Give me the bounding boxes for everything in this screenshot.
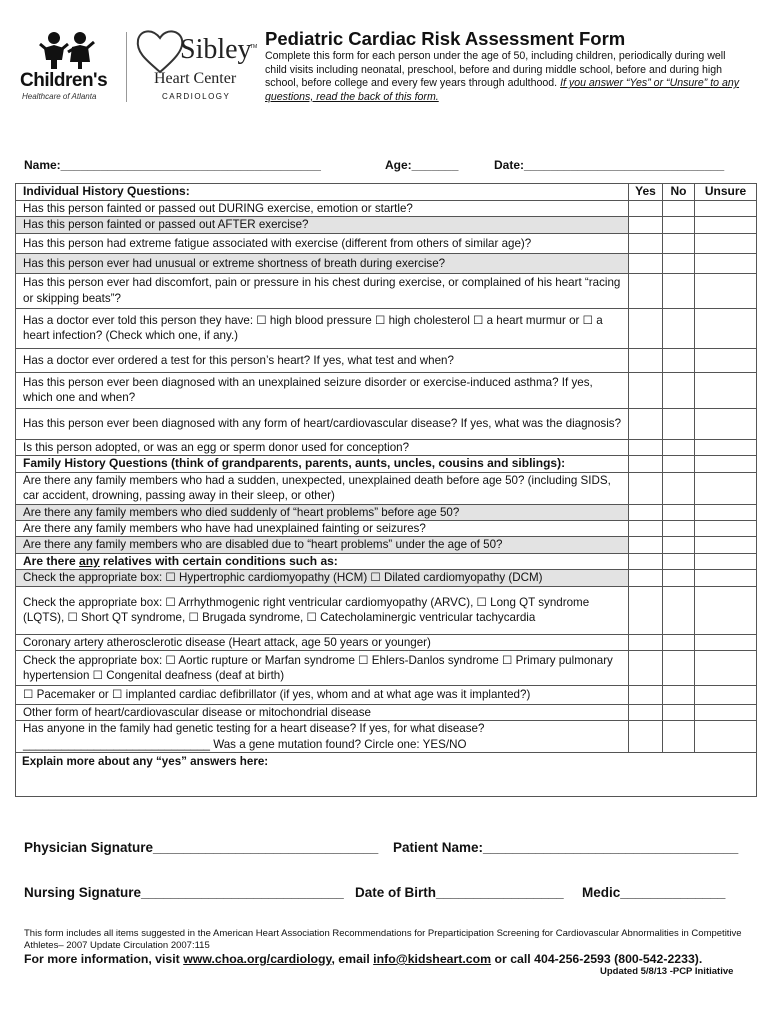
email-link[interactable]: info@kidsheart.com <box>373 952 492 966</box>
explain-row <box>16 753 757 797</box>
question-text: Has this person ever been diagnosed with an unexplained seizure disorder or exercise-induced asthma? If yes, which one and when? <box>16 372 629 408</box>
question-row <box>16 408 757 439</box>
question-text: Are there any family members who are disabled due to “heart problems” under the age of 50? <box>16 537 629 553</box>
condition-row <box>16 570 757 586</box>
genetic-testing-line1: Has anyone in the family had genetic testing for a heart disease? If yes, for what disease? <box>23 722 485 736</box>
no-checkbox-cell[interactable] <box>663 504 695 520</box>
condition-row <box>16 634 757 650</box>
unsure-checkbox-cell[interactable] <box>695 686 757 705</box>
name-field[interactable]: Name:_______________________________________ <box>24 158 321 172</box>
yes-checkbox-cell[interactable] <box>629 686 663 705</box>
question-text: Are there any family members who have had unexplained fainting or seizures? <box>16 521 629 537</box>
question-text: Has a doctor ever ordered a test for this person’s heart? If yes, what test and when? <box>16 348 629 372</box>
condition-row <box>16 686 757 705</box>
no-checkbox-cell[interactable] <box>663 634 695 650</box>
question-text: Are there any family members who had a sudden, unexpected, unexplained death before age 50? (including SIDS, car accident, drowning, passing away in their sleep, or other) <box>16 472 629 504</box>
no-checkbox-cell[interactable] <box>663 233 695 253</box>
patient-name-field[interactable]: Patient Name:__________________________________ <box>393 840 739 855</box>
question-text: Has this person ever had unusual or extreme shortness of breath during exercise? <box>16 253 629 273</box>
childrens-logo-subtitle: Healthcare of Atlanta <box>22 92 97 101</box>
condition-row <box>16 586 757 634</box>
yes-checkbox-cell[interactable] <box>629 201 663 217</box>
no-checkbox-cell[interactable] <box>663 253 695 273</box>
unsure-checkbox-cell[interactable] <box>695 504 757 520</box>
more-information-line: For more information, visit www.choa.org/cardiology, email info@kidsheart.com or call 404-256-2593 (800-542-2233). <box>24 952 703 966</box>
no-checkbox-cell[interactable] <box>663 408 695 439</box>
no-checkbox-cell[interactable] <box>663 308 695 348</box>
sibley-logo-department: CARDIOLOGY <box>162 92 231 101</box>
yes-checkbox-cell[interactable] <box>629 233 663 253</box>
yes-checkbox-cell[interactable] <box>629 273 663 308</box>
table-header-row <box>16 184 757 201</box>
no-column-header: No <box>663 184 695 201</box>
unsure-checkbox-cell[interactable] <box>695 273 757 308</box>
condition-text: Check the appropriate box: ☐ Arrhythmogenic right ventricular cardiomyopathy (ARVC), ☐ Long QT syndrome (LQTS), ☐ Short QT syndrome, ☐ Brugada syndrome, ☐ Catecholaminergic ventricular tachycardia <box>16 586 629 634</box>
no-checkbox-cell[interactable] <box>663 439 695 455</box>
genetic-testing-question <box>16 721 629 753</box>
unsure-checkbox-cell[interactable] <box>695 721 757 753</box>
question-row <box>16 439 757 455</box>
no-checkbox-cell[interactable] <box>663 348 695 372</box>
yes-checkbox-cell[interactable] <box>629 308 663 348</box>
yes-checkbox-cell[interactable] <box>629 705 663 721</box>
yes-checkbox-cell[interactable] <box>629 348 663 372</box>
family-history-header: Family History Questions (think of grandparents, parents, aunts, uncles, cousins and siblings): <box>16 456 629 472</box>
individual-history-header: Individual History Questions: <box>16 184 629 201</box>
unsure-checkbox-cell[interactable] <box>695 651 757 686</box>
no-checkbox-cell[interactable] <box>663 201 695 217</box>
yes-checkbox-cell[interactable] <box>629 521 663 537</box>
physician-signature-field[interactable]: Physician Signature______________________________ <box>24 840 379 855</box>
trademark-mark: TM <box>250 44 258 50</box>
yes-checkbox-cell[interactable] <box>629 634 663 650</box>
medic-field[interactable]: Medic______________ <box>582 885 726 900</box>
condition-text: Check the appropriate box: ☐ Aortic rupture or Marfan syndrome ☐ Ehlers-Danlos syndrome ☐ Primary pulmonary hypertension ☐ Congenital deafness (deaf at birth) <box>16 651 629 686</box>
condition-row <box>16 651 757 686</box>
unsure-checkbox-cell[interactable] <box>695 537 757 553</box>
unsure-checkbox-cell[interactable] <box>695 408 757 439</box>
sibley-heart-center-logo <box>132 26 257 106</box>
yes-checkbox-cell[interactable] <box>629 537 663 553</box>
risk-assessment-table <box>15 183 757 797</box>
question-row <box>16 472 757 504</box>
no-checkbox-cell[interactable] <box>663 273 695 308</box>
question-row <box>16 273 757 308</box>
yes-checkbox-cell[interactable] <box>629 651 663 686</box>
question-row <box>16 233 757 253</box>
no-checkbox-cell[interactable] <box>663 686 695 705</box>
unsure-checkbox-cell[interactable] <box>695 705 757 721</box>
unsure-checkbox-cell[interactable] <box>695 348 757 372</box>
question-row <box>16 521 757 537</box>
yes-checkbox-cell[interactable] <box>629 372 663 408</box>
question-text: Has this person fainted or passed out AFTER exercise? <box>16 217 629 233</box>
unsure-checkbox-cell[interactable] <box>695 201 757 217</box>
condition-text: Other form of heart/cardiovascular disease or mitochondrial disease <box>16 705 629 721</box>
no-checkbox-cell[interactable] <box>663 705 695 721</box>
relatives-conditions-header: Are there any relatives with certain conditions such as: <box>16 553 629 569</box>
unsure-checkbox-cell[interactable] <box>695 586 757 634</box>
yes-column-header: Yes <box>629 184 663 201</box>
yes-checkbox-cell[interactable] <box>629 439 663 455</box>
question-row <box>16 253 757 273</box>
unsure-checkbox-cell[interactable] <box>695 372 757 408</box>
no-checkbox-cell[interactable] <box>663 586 695 634</box>
yes-checkbox-cell[interactable] <box>629 408 663 439</box>
question-text: Has a doctor ever told this person they have: ☐ high blood pressure ☐ high cholesterol ☐ a heart murmur or ☐ a heart infection? (Check which one, if any.) <box>16 308 629 348</box>
unsure-checkbox-cell[interactable] <box>695 308 757 348</box>
unsure-column-header: Unsure <box>695 184 757 201</box>
no-checkbox-cell[interactable] <box>663 570 695 586</box>
no-checkbox-cell[interactable] <box>663 521 695 537</box>
no-checkbox-cell[interactable] <box>663 372 695 408</box>
genetic-testing-row <box>16 721 757 753</box>
updated-note: Updated 5/8/13 -PCP Initiative <box>600 966 734 977</box>
website-link[interactable]: www.choa.org/cardiology <box>183 952 332 966</box>
yes-checkbox-cell[interactable] <box>629 586 663 634</box>
unsure-checkbox-cell[interactable] <box>695 233 757 253</box>
yes-checkbox-cell[interactable] <box>629 472 663 504</box>
question-row <box>16 372 757 408</box>
date-of-birth-field[interactable]: Date of Birth_________________ <box>355 885 564 900</box>
question-text: Is this person adopted, or was an egg or sperm donor used for conception? <box>16 439 629 455</box>
intro-text: Complete this form for each person under the age of 50, including children, periodically during well child visits including neonatal, preschool, before and during middle school, before and during high school, before college and every few years through adulthood. <box>265 50 726 89</box>
unsure-checkbox-cell[interactable] <box>695 439 757 455</box>
sibley-logo-subtitle: Heart Center <box>154 70 237 87</box>
question-row <box>16 217 757 233</box>
unsure-checkbox-cell[interactable] <box>695 253 757 273</box>
yes-checkbox-cell[interactable] <box>629 721 663 753</box>
yes-checkbox-cell[interactable] <box>629 504 663 520</box>
question-text: Has this person fainted or passed out DURING exercise, emotion or startle? <box>16 201 629 217</box>
question-row <box>16 537 757 553</box>
unsure-checkbox-cell[interactable] <box>695 634 757 650</box>
nursing-signature-field[interactable]: Nursing Signature___________________________ <box>24 885 344 900</box>
genetic-testing-line2: _____________________________ Was a gene mutation found? Circle one: YES/NO <box>23 737 467 751</box>
question-text: Has this person had extreme fatigue associated with exercise (different from others of similar age)? <box>16 233 629 253</box>
childrens-healthcare-logo <box>20 30 120 100</box>
explain-answers-field[interactable]: Explain more about any “yes” answers here: <box>16 753 757 797</box>
yes-checkbox-cell[interactable] <box>629 570 663 586</box>
condition-row <box>16 705 757 721</box>
yes-checkbox-cell[interactable] <box>629 217 663 233</box>
form-title: Pediatric Cardiac Risk Assessment Form <box>265 28 626 49</box>
question-text: Are there any family members who died suddenly of “heart problems” before age 50? <box>16 504 629 520</box>
condition-text: ☐ Pacemaker or ☐ implanted cardiac defibrillator (if yes, whom and at what age was it implanted?) <box>16 686 629 705</box>
no-checkbox-cell[interactable] <box>663 537 695 553</box>
no-checkbox-cell[interactable] <box>663 651 695 686</box>
question-row <box>16 308 757 348</box>
unsure-checkbox-cell[interactable] <box>695 217 757 233</box>
logo-divider <box>126 32 127 102</box>
condition-text: Check the appropriate box: ☐ Hypertrophic cardiomyopathy (HCM) ☐ Dilated cardiomyopathy (DCM) <box>16 570 629 586</box>
unsure-checkbox-cell[interactable] <box>695 570 757 586</box>
childrens-logo-name: Children's <box>20 70 108 91</box>
age-field[interactable]: Age:_______ <box>385 158 459 172</box>
aha-footnote: This form includes all items suggested in the American Heart Association Recommendations for Preparticipation Screening for Cardiovascular Abnormalities in Competitive Athletes– 2007 Update Circulation 2007:115 <box>24 928 742 951</box>
no-checkbox-cell[interactable] <box>663 472 695 504</box>
yes-checkbox-cell[interactable] <box>629 253 663 273</box>
condition-text: Coronary artery atherosclerotic disease (Heart attack, age 50 years or younger) <box>16 634 629 650</box>
sibley-logo-name: Sibley <box>180 34 252 65</box>
no-checkbox-cell[interactable] <box>663 217 695 233</box>
question-row <box>16 201 757 217</box>
unsure-checkbox-cell[interactable] <box>695 472 757 504</box>
family-history-header-row <box>16 456 757 472</box>
question-row <box>16 348 757 372</box>
children-figures-icon <box>38 30 98 70</box>
intro-note: If you answer “Yes” or “Unsure” to any questions, read the back of this form. <box>265 77 740 103</box>
relatives-conditions-header-row <box>16 553 757 569</box>
question-text: Has this person ever had discomfort, pain or pressure in his chest during exercise, or complained of his heart “racing or skipping beats”? <box>16 273 629 308</box>
date-field[interactable]: Date:______________________________ <box>494 158 725 172</box>
question-row <box>16 504 757 520</box>
unsure-checkbox-cell[interactable] <box>695 521 757 537</box>
question-text: Has this person ever been diagnosed with any form of heart/cardiovascular disease? If yes, what was the diagnosis? <box>16 408 629 439</box>
no-checkbox-cell[interactable] <box>663 721 695 753</box>
form-intro <box>265 50 747 104</box>
